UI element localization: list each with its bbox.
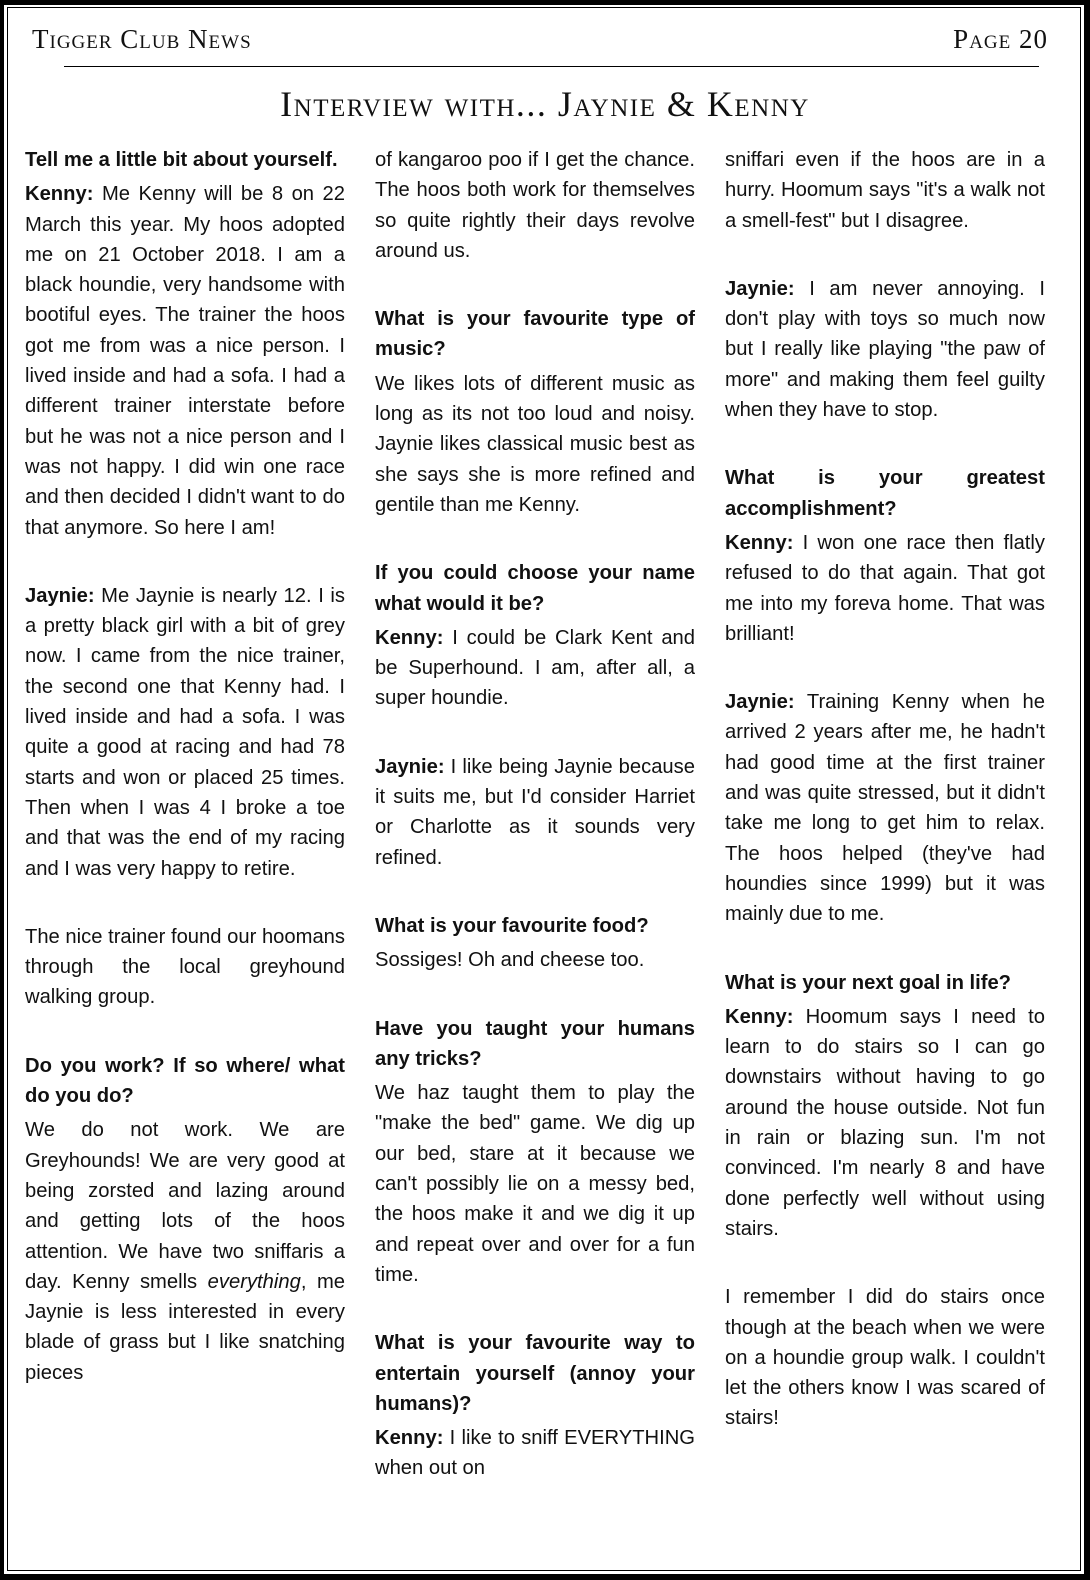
question-work: Do you work? If so where/ what do you do? — [25, 1054, 345, 1108]
speaker-label: Kenny: — [725, 1005, 794, 1028]
question-music: What is your favourite type of music? — [375, 308, 695, 361]
speaker-label: Jaynie: — [725, 691, 795, 714]
answer-kenny-about — [25, 179, 345, 543]
answer-kenny-entertain — [375, 1423, 695, 1484]
emphasis-text: everything — [207, 1270, 301, 1293]
column-3 — [725, 145, 1045, 1545]
answer-jaynie-about — [25, 581, 345, 884]
column-1 — [25, 145, 345, 1545]
running-header — [32, 24, 1048, 56]
answer-jaynie-name — [375, 752, 695, 873]
answer-music: We likes lots of different music as long as its not too loud and noisy. Jaynie likes classical music best as she says she is more refined and gentile than me Kenny. — [375, 372, 695, 516]
answer-kenny-entertain-continued: sniffari even if the hoos are in a hurry. Hoomum says "it's a walk not a smell-fest" but I disagree. — [725, 149, 1045, 232]
answer-text: , me Jaynie is less interested in every blade of grass but I like snatching pieces — [25, 1270, 345, 1384]
speaker-label: Kenny: — [375, 1427, 444, 1450]
answer-kenny-accomplishment — [725, 528, 1045, 649]
answer-work — [25, 1115, 345, 1388]
answer-stairs-memory: I remember I did do stairs once though at the beach when we were on a houndie group walk. I couldn't let the others know I was scared of stairs! — [725, 1286, 1045, 1430]
speaker-label: Kenny: — [725, 531, 794, 554]
answer-kenny-name — [375, 623, 695, 714]
trainer-note: The nice trainer found our hoomans through the local greyhound walking group. — [25, 925, 345, 1009]
question-about-yourself: Tell me a little bit about yourself. — [25, 149, 338, 171]
answer-text: Training Kenny when he arrived 2 years after me, he hadn't had good time at the first trainer and was quite stressed, but it didn't take me long to get him to relax. The hoos helped (they've had houndies since 1999) but it was mainly due to me. — [725, 691, 1045, 926]
question-tricks: Have you taught your humans any tricks? — [375, 1017, 695, 1070]
speaker-label: Jaynie: — [25, 584, 95, 607]
article-title: Interview with... Jaynie & Kenny — [280, 84, 810, 124]
article-body — [25, 145, 1045, 1545]
answer-text: I like to sniff EVERYTHING when out on — [375, 1427, 695, 1480]
answer-text: We do not work. We are Greyhounds! We are very good at being zorsted and lazing around and getting lots of the hoos attention. We have two sniffaris a day. Kenny smells — [25, 1119, 345, 1293]
page-number: Page 20 — [953, 24, 1048, 54]
publication-name: Tigger Club News — [32, 24, 252, 54]
answer-text: I could be Clark Kent and be Superhound. I am, after all, a super houndie. — [375, 626, 695, 710]
question-food: What is your favourite food? — [375, 914, 649, 937]
header-divider — [64, 66, 1039, 67]
column-2 — [375, 145, 695, 1545]
answer-text: Me Jaynie is nearly 12. I is a pretty black girl with a bit of grey now. I came from the nice trainer, the second one that Kenny had. I lived inside and had a sofa. I was quite a good at racing and had 78 starts and won or placed 25 times. Then when I was 4 I broke a toe and that was the end of my racing and I was very happy to retire. — [25, 584, 345, 880]
answer-kenny-goal — [725, 1002, 1045, 1244]
answer-work-continued: of kangaroo poo if I get the chance. The hoos both work for themselves so quite rightly their days revolve around us. — [375, 149, 695, 262]
speaker-label: Kenny: — [25, 183, 94, 206]
answer-jaynie-entertain — [725, 274, 1045, 425]
answer-text: I like being Jaynie because it suits me, but I'd consider Harriet or Charlotte as it sounds very refined. — [375, 755, 695, 869]
answer-text: I am never annoying. I don't play with toys so much now but I really like playing "the paw of more" and making them feel guilty when they have to stop. — [725, 277, 1045, 422]
answer-text: Hoomum says I need to learn to do stairs so I can go downstairs without having to go around the house outside. Not fun in rain or blazing sun. I'm not convinced. I'm nearly 8 and have done perfectly well without using stairs. — [725, 1005, 1045, 1240]
answer-jaynie-accomplishment — [725, 687, 1045, 929]
answer-text: Me Kenny will be 8 on 22 March this year. My hoos adopted me on 21 October 2018. I am a black houndie, very handsome with bootiful eyes. The trainer the hoos got me from was a nice person. I lived inside and had a sofa. I had a different trainer interstate before but he was not a nice person and I was not happy. I did win one race and then decided I didn't want to do that anymore. So here I am! — [25, 183, 345, 539]
answer-tricks: We haz taught them to play the "make the bed" game. We dig up our bed, stare at it because we can't possibly lie on a messy bed, the hoos make it and we dig it up and repeat over and over for a fun time. — [375, 1082, 695, 1286]
question-accomplishment: What is your greatest accomplishment? — [725, 467, 1045, 520]
answer-food: Sossiges! Oh and cheese too. — [375, 949, 645, 972]
question-entertain: What is your favourite way to entertain yourself (annoy your humans)? — [375, 1332, 695, 1415]
question-next-goal: What is your next goal in life? — [725, 971, 1012, 994]
speaker-label: Kenny: — [375, 626, 444, 649]
speaker-label: Jaynie: — [725, 277, 795, 300]
answer-text: I won one race then flatly refused to do that again. That got me into my foreva home. That was brilliant! — [725, 531, 1045, 645]
speaker-label: Jaynie: — [375, 755, 445, 778]
question-name: If you could choose your name what would it be? — [375, 562, 695, 615]
